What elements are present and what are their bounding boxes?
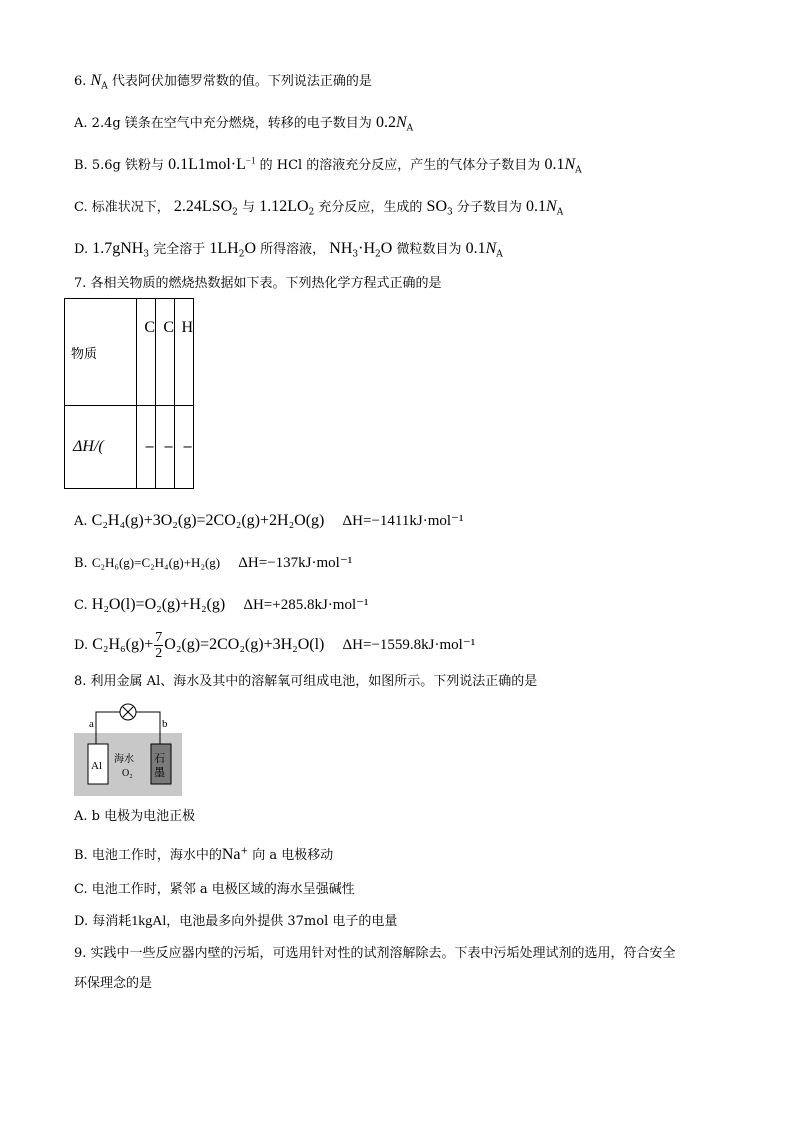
table-cell	[65, 299, 137, 406]
exponent: −1	[245, 155, 256, 166]
q9-stem-text: 实践中一些反应器内壁的污垢，可选用针对性的试剂溶解除去。下表中污垢处理试剂的选用，符合安全	[90, 946, 676, 961]
na-subscript: A	[496, 249, 503, 260]
option-text: 分子数目为	[456, 200, 522, 215]
option-text: 所得溶液，	[260, 242, 326, 257]
formula: O	[380, 240, 393, 257]
option-text: 2.4g 镁条在空气中充分燃烧，转移的电子数目为	[91, 116, 372, 131]
battery-diagram	[74, 700, 186, 796]
formula: NH	[329, 240, 353, 257]
option-text: 完全溶于	[153, 242, 206, 257]
table-cell-text: −	[144, 439, 155, 455]
option-value: 0.1	[465, 240, 486, 257]
option-text: 的 HCl 的溶液充分反应，产生的气体分子数目为	[259, 158, 541, 173]
na-subscript: A	[556, 207, 564, 218]
na-symbol: N	[485, 240, 497, 257]
enthalpy: ΔH=−1559.8kJ·mol⁻¹	[342, 637, 476, 653]
formula: 1.7gNH	[92, 240, 144, 257]
table-cell-text: C	[163, 319, 174, 336]
concentration: 0.1L1mol·L	[168, 156, 246, 173]
fraction-numerator: 7	[155, 630, 163, 645]
q7-stem	[74, 275, 442, 293]
table-cell	[175, 406, 194, 489]
na-symbol: N	[546, 198, 557, 215]
formula: 1LH	[209, 240, 239, 257]
q6-number: 6.	[74, 74, 87, 89]
table-cell-text: −	[182, 439, 193, 455]
formula: 1.12LO	[259, 198, 309, 215]
q7-option-c	[74, 596, 369, 615]
option-label: B.	[74, 556, 88, 571]
fraction	[154, 630, 163, 661]
option-label: D.	[74, 914, 89, 929]
table-cell	[137, 299, 156, 406]
option-text: 5.6g 铁粉与	[91, 158, 164, 173]
option-value: 0.2	[375, 114, 396, 131]
q6-option-d: D. 1.7gNH$_3$ 完全溶于 $1LH_2O$ 所得溶液， $NH_3\cdot H_2O$ 微粒数目为 $0.1N_A$	[74, 240, 503, 260]
option-label: A.	[74, 514, 88, 529]
formula: Na	[221, 846, 241, 863]
row-label: 物质	[71, 346, 98, 362]
equation: C₂H₆(g)+	[92, 636, 154, 653]
option-value: 0.1	[544, 156, 565, 173]
al-label: Al	[91, 760, 102, 772]
option-text: 标准状况下，	[91, 200, 170, 215]
graphite-label: 石	[154, 752, 165, 765]
q7-stem-text: 各相关物质的燃烧热数据如下表。下列热化学方程式正确的是	[90, 276, 442, 291]
table-cell	[156, 299, 175, 406]
table-row	[65, 299, 194, 406]
formula: ·H	[358, 240, 376, 257]
na-subscript: A	[575, 165, 582, 176]
option-text: 电池工作时，海水中的	[91, 848, 222, 863]
row-label: ΔH/(	[73, 438, 104, 455]
na-subscript: A	[406, 123, 414, 134]
q8-option-b: B. 电池工作时，海水中的Na+ 向 a 电极移动	[74, 846, 334, 863]
q6-stem-text: 代表阿伏加德罗常数的值。下列说法正确的是	[111, 74, 372, 89]
q8-stem-text: 利用金属 Al、海水及其中的溶解氧可组成电池，如图所示。下列说法正确的是	[90, 674, 538, 689]
q7-number: 7.	[74, 276, 87, 291]
option-label: B.	[74, 158, 88, 173]
table-cell-text: H	[181, 319, 193, 336]
q7-option-a	[74, 512, 463, 531]
q6-option-b	[74, 156, 582, 175]
option-label: A.	[74, 809, 88, 824]
q8-option-d	[74, 913, 397, 931]
option-label: C.	[74, 598, 88, 613]
q9-stem-line1	[74, 945, 676, 963]
option-value: 0.1	[526, 198, 547, 215]
option-label: D.	[74, 242, 89, 257]
q9-stem-line2	[74, 975, 152, 993]
q7-option-d	[74, 628, 475, 663]
option-text: 微粒数目为	[396, 242, 462, 257]
table-cell-text: −	[163, 439, 174, 455]
option-text: 每消耗	[92, 914, 132, 929]
table-cell-text: C	[144, 319, 155, 336]
option-label: B.	[74, 848, 88, 863]
option-label: C.	[74, 882, 88, 897]
option-label: C.	[74, 200, 88, 215]
formula: 1kgAl	[131, 914, 167, 929]
q8-number: 8.	[74, 674, 87, 689]
q6-option-a	[74, 114, 413, 133]
oxygen-label: O₂	[122, 768, 133, 779]
na-subscript: A	[101, 81, 108, 92]
q8-option-a	[74, 808, 195, 826]
table-cell	[137, 406, 156, 489]
fraction-denominator: 2	[155, 646, 163, 661]
equation: C₂H₄(g)+3O₂(g)=2CO₂(g)+2H₂O(g)	[91, 512, 325, 529]
option-text: b 电极为电池正极	[91, 809, 196, 824]
graphite-label: 墨	[154, 766, 165, 779]
label-a: a	[89, 718, 94, 730]
q6-option-c: C. 标准状况下， $2.24LSO_2$ 与 $1.12LO_2$ 充分反应，生成的 $SO_3$ 分子数目为 $0.1N_A$	[74, 198, 564, 218]
enthalpy: ΔH=+285.8kJ·mol⁻¹	[243, 597, 369, 613]
table-cell	[156, 406, 175, 489]
table-row	[65, 406, 194, 489]
option-text: 充分反应，生成的	[318, 200, 423, 215]
na-symbol: N	[395, 114, 407, 131]
na-symbol: N	[564, 156, 576, 173]
option-text: 与	[242, 200, 256, 215]
formula: 2.24LSO	[173, 198, 233, 215]
q9-stem-text: 环保理念的是	[74, 976, 153, 991]
enthalpy: ΔH=−1411kJ·mol⁻¹	[342, 513, 464, 529]
equation: C₂H₆(g)=C₂H₄(g)+H₂(g)	[91, 555, 221, 570]
option-text: 电池工作时，紧邻 a 电极区域的海水呈强碱性	[91, 882, 355, 897]
q6-stem	[74, 72, 372, 91]
q7-option-b	[74, 554, 352, 573]
combustion-heat-table	[64, 298, 194, 489]
table-cell	[175, 299, 194, 406]
equation: H₂O(l)=O₂(g)+H₂(g)	[91, 596, 226, 613]
label-b: b	[162, 718, 168, 730]
table-cell	[65, 406, 137, 489]
option-label: D.	[74, 638, 89, 653]
q9-number: 9.	[74, 946, 87, 961]
equation: O₂(g)=2CO₂(g)+3H₂O(l)	[164, 636, 325, 653]
na-symbol: N	[90, 72, 102, 89]
option-label: A.	[74, 116, 88, 131]
enthalpy: ΔH=−137kJ·mol⁻¹	[238, 555, 353, 571]
option-text: 向 a 电极移动	[252, 848, 334, 863]
option-text: ，电池最多向外提供 37mol 电子的电量	[166, 914, 398, 929]
q8-option-c	[74, 881, 355, 899]
formula: SO	[426, 198, 447, 215]
seawater-label: 海水	[114, 754, 134, 765]
formula: O	[244, 240, 256, 257]
q8-stem	[74, 673, 537, 691]
